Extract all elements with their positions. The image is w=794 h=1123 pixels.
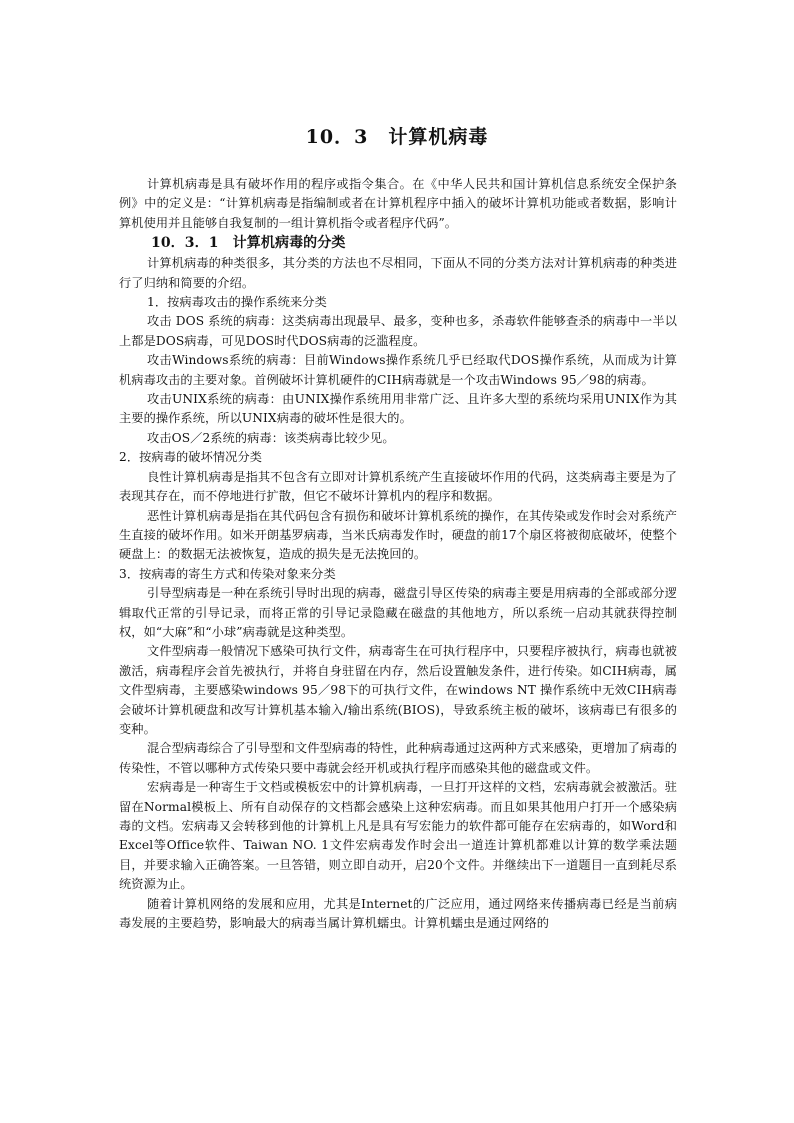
subheading-damage-classification: 2．按病毒的破坏情况分类: [119, 450, 263, 465]
paragraph-unix: 攻击UNIX系统的病毒：由UNIX操作系统用用非常广泛、且许多大型的系统均采用UNIX作为其主要的操作系统，所以UNIX病毒的破坏性是很大的。: [119, 392, 677, 426]
paragraph-network-virus: 随着计算机网络的发展和应用，尤其是Internet的广泛应用，通过网络来传播病毒已经是当前病毒发展的主要趋势，影响最大的病毒当属计算机蠕虫。计算机蠕虫是通过网络的: [119, 896, 677, 931]
paragraph-intro: 计算机病毒的种类很多，其分类的方法也不尽相同，下面从不同的分类方法对计算机病毒的种类进行了归纳和简要的介绍。: [119, 256, 677, 290]
subheading-os-classification: 1．按病毒攻击的操作系统来分类: [147, 295, 327, 310]
paragraph-macro-virus: 宏病毒是一种寄生于文档或模板宏中的计算机病毒，一旦打开这样的文档，宏病毒就会被激活。驻留在Normal模板上、所有自动保存的文档都会感染上这种宏病毒。而且如果其他用户打开一个感染病毒的文档。宏病毒又会转移到他的计算机上凡是具有写宏能力的软件都可能存在宏病毒的，如Word和Excel等Office软件、Taiwan NO. 1文件宏病毒发作时会出一道连计算机都难以计算的数学乘法题目，并要求输入正确答案。一旦答错，则立即自动开，启20个文件。并继续出下一道题目一直到耗尽系统资源为止。: [119, 780, 677, 892]
paragraph-malignant: 恶性计算机病毒是指在其代码包含有损伤和破坏计算机系统的操作，在其传染或发作时会对系统产生直接的破坏作用。如米开朗基罗病毒，当米氏病毒发作时，硬盘的前17个扇区将被彻底破坏，使整个硬盘上：的数据无法被恢复，造成的损失是无法挽回的。: [119, 508, 677, 562]
document-body: [119, 175, 677, 933]
paragraph-dos: 攻击 DOS 系统的病毒：这类病毒出现最早、最多，变种也多，杀毒软件能够查杀的病毒中一半以上都是DOS病毒，可见DOS时代DOS病毒的泛滥程度。: [119, 314, 677, 348]
paragraph-file-virus: 文件型病毒一般情况下感染可执行文件，病毒寄生在可执行程序中，只要程序被执行，病毒也就被激活，病毒程序会首先被执行，并将自身驻留在内存，然后设置触发条件，进行传染。如CIH病毒，属文件型病毒，主要感染windows 95／98下的可执行文件，在windows NT 操作系统中无效CIH病毒会破坏计算机硬盘和改写计算机基本输入/输出系统(BIOS)，导致系统主板的破坏，该病毒已有很多的变种。: [119, 644, 677, 736]
paragraph-definition: 计算机病毒是具有破坏作用的程序或指令集合。在《中华人民共和国计算机信息系统安全保护条例》中的定义是：“计算机病毒是指编制或者在计算机程序中插入的破坏计算机功能或者数据，影响计算机使用并且能够自我复制的一组计算机指令或者程序代码”。: [119, 177, 677, 230]
paragraph-windows: 攻击Windows系统的病毒：目前Windows操作系统几乎已经取代DOS操作系统，从而成为计算机病毒攻击的主要对象。首例破坏计算机硬件的CIH病毒就是一个攻击Windows 95／98的病毒。: [119, 353, 677, 387]
section-heading: 10．3．1 计算机病毒的分类: [151, 235, 346, 252]
page-title: 10．3 计算机病毒: [305, 126, 489, 148]
paragraph-hybrid-virus: 混合型病毒综合了引导型和文件型病毒的特性，此种病毒通过这两种方式来感染，更增加了病毒的传染性，不管以哪种方式传染只要中毒就会经开机或执行程序而感染其他的磁盘或文件。: [119, 741, 677, 775]
paragraph-benign: 良性计算机病毒是指其不包含有立即对计算机系统产生直接破坏作用的代码，这类病毒主要是为了表现其存在，而不停地进行扩散，但它不破坏计算机内的程序和数据。: [119, 469, 677, 504]
paragraph-os2: 攻击OS／2系统的病毒：该类病毒比较少见。: [147, 430, 395, 445]
subheading-parasitic-classification: 3．按病毒的寄生方式和传染对象来分类: [119, 566, 336, 581]
paragraph-boot-virus: 引导型病毒是一种在系统引导时出现的病毒，磁盘引导区传染的病毒主要是用病毒的全部或部分逻辑取代正常的引导记录，而将正常的引导记录隐藏在磁盘的其他地方，所以系统一启动其就获得控制权，如“大麻”和“小球”病毒就是这种类型。: [119, 586, 677, 639]
